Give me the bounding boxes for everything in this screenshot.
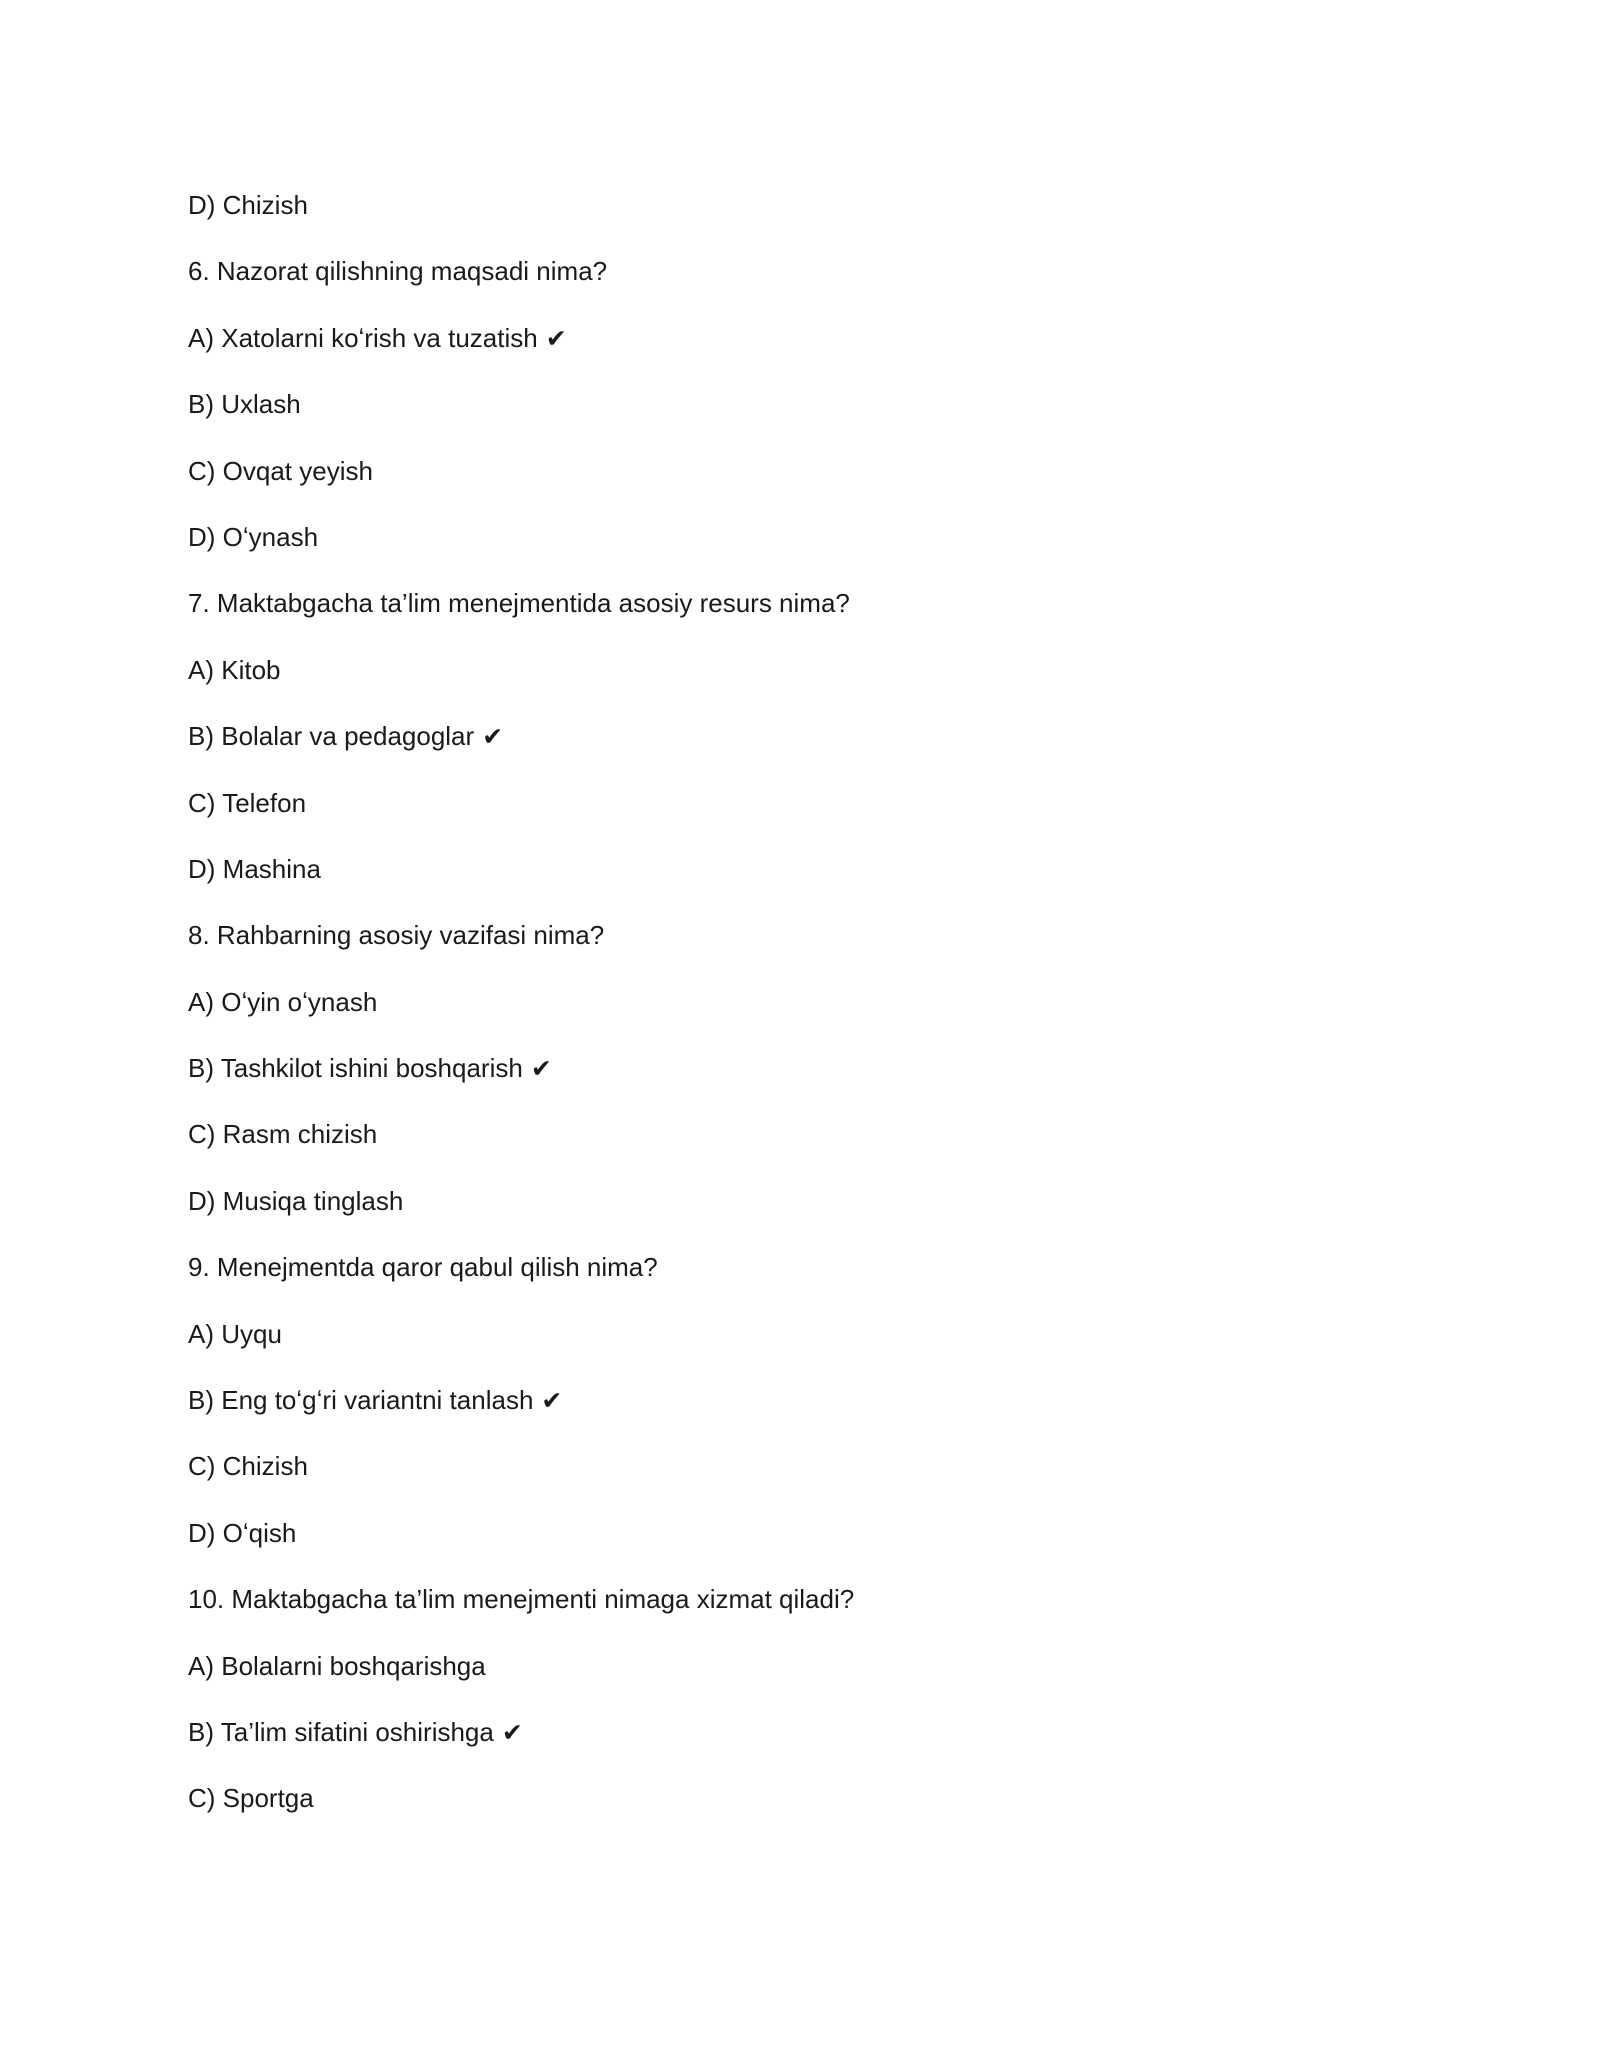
answer-option — [188, 182, 1428, 248]
answer-option — [188, 1045, 1428, 1111]
answer-option — [188, 846, 1428, 912]
answer-option — [188, 1510, 1428, 1576]
option-label: D) Oʻynash — [188, 521, 319, 552]
option-label: A) Bolalarni boshqarishga — [188, 1650, 486, 1681]
option-label: A) Oʻyin oʻynash — [188, 986, 378, 1017]
answer-option — [188, 1709, 1428, 1775]
question-label: 10. Maktabgacha ta’lim menejmenti nimaga xizmat qiladi? — [188, 1584, 855, 1615]
option-label: A) Uyqu — [188, 1318, 282, 1349]
question-text — [188, 580, 1428, 646]
answer-option — [188, 315, 1428, 381]
check-mark-icon: ✔ — [482, 722, 504, 752]
option-label: A) Kitob — [188, 654, 281, 685]
option-label: C) Telefon — [188, 787, 307, 818]
answer-option — [188, 713, 1428, 779]
check-mark-icon: ✔ — [501, 1717, 523, 1747]
option-label: C) Sportga — [188, 1783, 314, 1814]
question-text — [188, 248, 1428, 314]
check-mark-icon: ✔ — [545, 323, 567, 353]
question-label: 9. Menejmentda qaror qabul qilish nima? — [188, 1252, 658, 1283]
answer-option — [188, 514, 1428, 580]
option-label: D) Oʻqish — [188, 1517, 297, 1548]
answer-option — [188, 780, 1428, 846]
option-label: D) Mashina — [188, 853, 321, 884]
answer-option — [188, 979, 1428, 1045]
answer-option — [188, 1377, 1428, 1443]
quiz-content — [188, 182, 1428, 1842]
question-text — [188, 1576, 1428, 1642]
question-label: 6. Nazorat qilishning maqsadi nima? — [188, 256, 608, 287]
option-label: B) Tashkilot ishini boshqarish — [188, 1053, 523, 1084]
answer-option — [188, 1111, 1428, 1177]
option-label: B) Uxlash — [188, 389, 301, 420]
check-mark-icon: ✔ — [541, 1386, 563, 1416]
question-label: 8. Rahbarning asosiy vazifasi nima? — [188, 920, 605, 951]
answer-option — [188, 381, 1428, 447]
option-label: B) Bolalar va pedagoglar — [188, 721, 475, 752]
answer-option — [188, 448, 1428, 514]
question-text — [188, 1244, 1428, 1310]
option-label: C) Chizish — [188, 1451, 308, 1482]
answer-option — [188, 1443, 1428, 1509]
answer-option — [188, 1178, 1428, 1244]
option-label: B) Ta’lim sifatini oshirishga — [188, 1716, 494, 1747]
answer-option — [188, 1311, 1428, 1377]
option-label: D) Musiqa tinglash — [188, 1185, 404, 1216]
option-label: B) Eng toʻgʻri variantni tanlash — [188, 1385, 534, 1416]
question-text — [188, 912, 1428, 978]
option-label: D) Chizish — [188, 190, 308, 220]
option-label: A) Xatolarni koʻrish va tuzatish — [188, 322, 538, 353]
option-label: C) Rasm chizish — [188, 1119, 378, 1150]
check-mark-icon: ✔ — [530, 1054, 552, 1084]
answer-option — [188, 647, 1428, 713]
answer-option — [188, 1775, 1428, 1841]
answer-option — [188, 1643, 1428, 1709]
question-label: 7. Maktabgacha ta’lim menejmentida asosiy resurs nima? — [188, 588, 850, 619]
option-label: C) Ovqat yeyish — [188, 455, 373, 486]
